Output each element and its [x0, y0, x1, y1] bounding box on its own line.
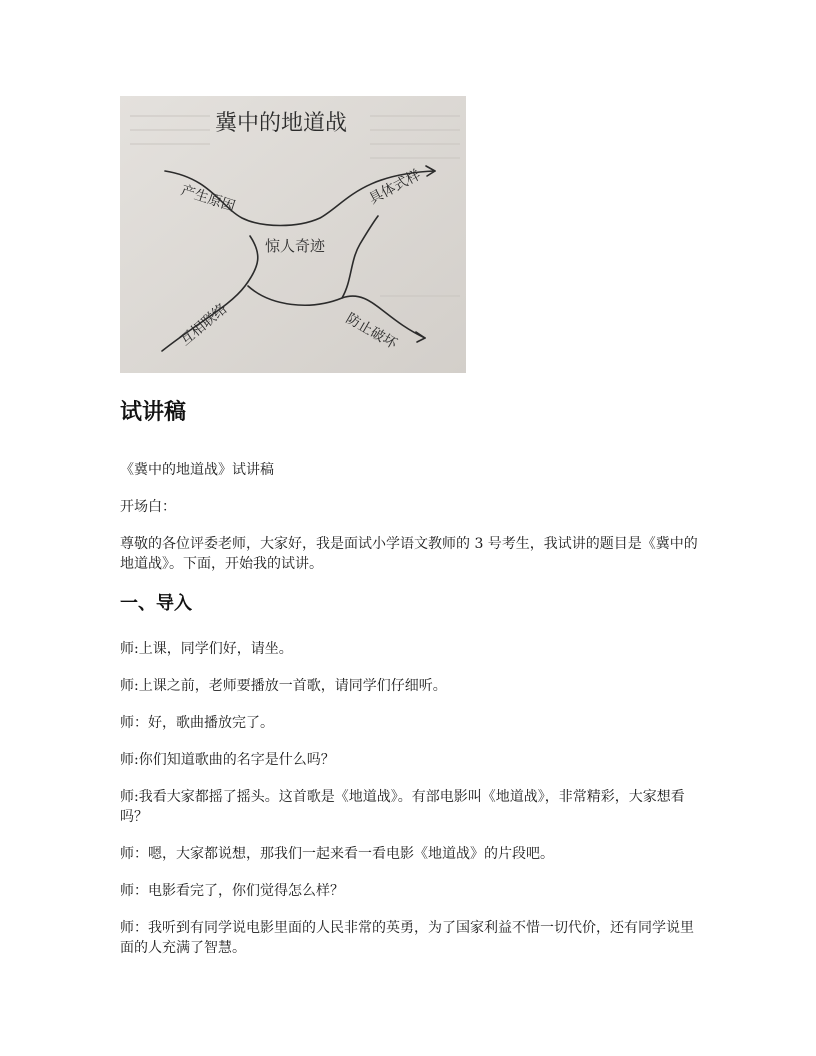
doc-subtitle: 《冀中的地道战》试讲稿 — [120, 462, 274, 478]
map-title: 冀中的地道战 — [215, 111, 348, 136]
map-branch-top-right: 具体式样 — [366, 167, 424, 208]
dialogue-line: 师:上课，同学们好，请坐。 — [120, 641, 293, 657]
dialogue-line: 师:上课之前，老师要播放一首歌，请同学们仔细听。 — [120, 678, 447, 694]
dialogue-line: 师：我听到有同学说电影里面的人民非常的英勇，为了国家利益不惜一切代价，还有同学说里面的人充满了智慧。 — [120, 920, 694, 956]
opening-label: 开场白： — [120, 499, 176, 515]
map-center-text: 惊人奇迹 — [265, 237, 326, 255]
dialogue-line: 师：嗯，大家都说想，那我们一起来看一看电影《地道战》的片段吧。 — [120, 846, 554, 862]
opening-paragraph: 尊敬的各位评委老师，大家好，我是面试小学语文教师的 3 号考生，我试讲的题目是《冀中的地道战》。下面，开始我的试讲。 — [120, 536, 698, 572]
dialogue-line: 师：电影看完了，你们觉得怎么样？ — [120, 883, 344, 899]
dialogue-line: 师：好，歌曲播放完了。 — [120, 715, 274, 731]
section-heading: 一、导入 — [120, 593, 192, 614]
dialogue-line: 师:你们知道歌曲的名字是什么吗？ — [120, 752, 335, 768]
map-branch-top-left: 产生原因 — [178, 182, 237, 216]
mind-map-photo — [120, 96, 466, 373]
map-branch-bottom-left: 互相联络 — [177, 300, 231, 350]
page-title: 试讲稿 — [120, 400, 187, 425]
dialogue-line: 师:我看大家都摇了摇头。这首歌是《地道战》。有部电影叫《地道战》，非常精彩，大家想看吗？ — [120, 789, 685, 825]
document-body — [120, 396, 700, 975]
mind-map-drawing — [120, 96, 466, 373]
map-branch-bottom-right: 防止破坏 — [343, 310, 400, 353]
